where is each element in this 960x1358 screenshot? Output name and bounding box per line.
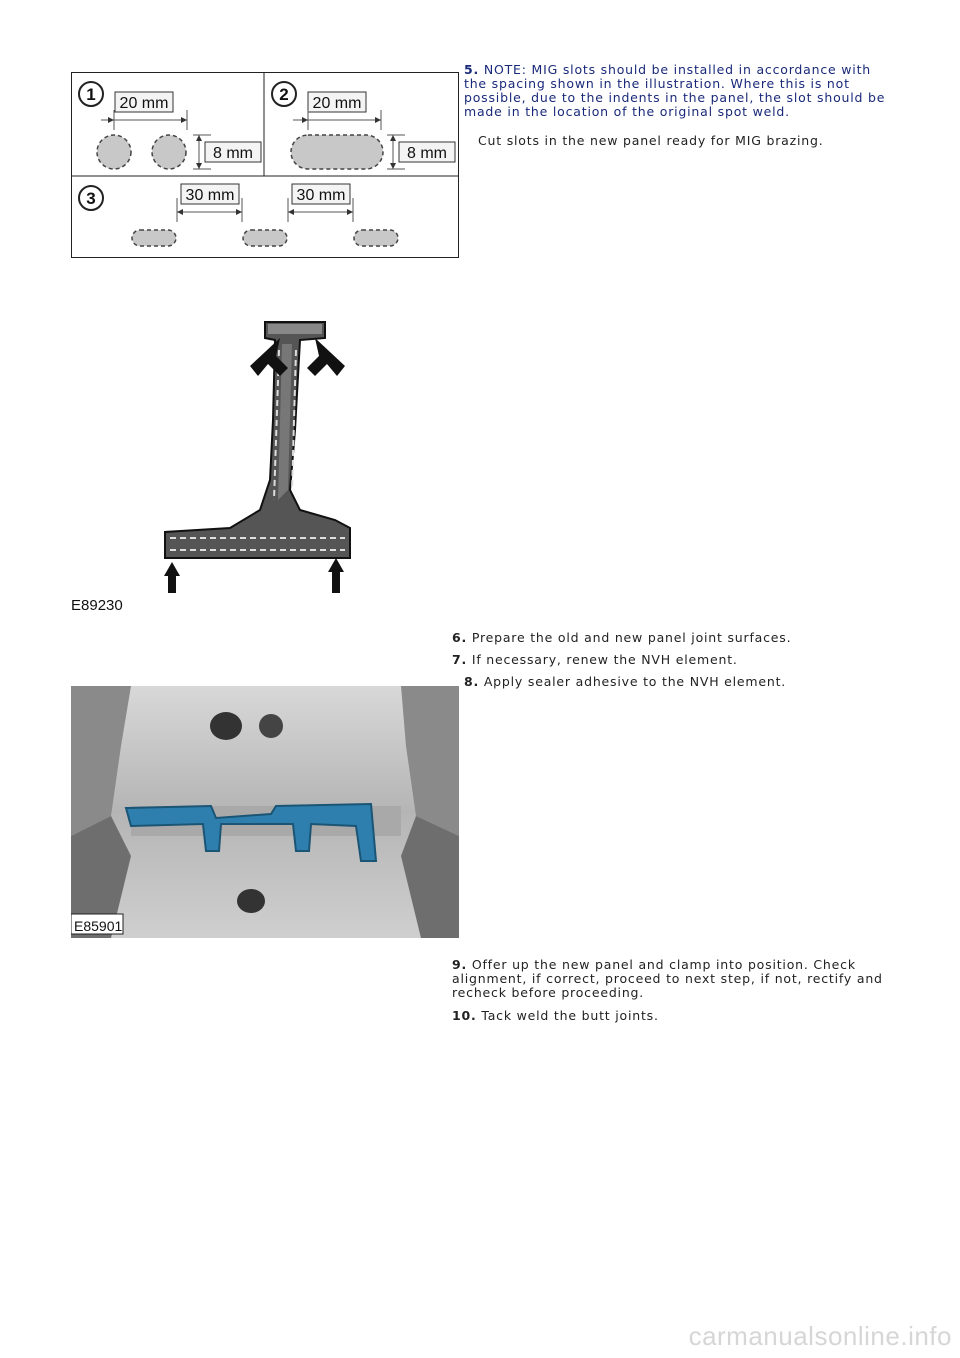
dim-30mm-b: 30 mm: [296, 187, 346, 204]
step-text: Prepare the old and new panel joint surfaces.: [471, 630, 792, 645]
step-5: [464, 63, 894, 119]
badge-1: 1: [86, 85, 96, 104]
step-6: [452, 631, 791, 645]
step-number: 5.: [464, 62, 480, 77]
step-number: 6.: [452, 630, 468, 645]
step-number: 10.: [452, 1008, 477, 1023]
dim-8mm-2: 8 mm: [407, 145, 447, 162]
arrow-bottom-left: [164, 562, 180, 593]
step-5-text: Cut slots in the new panel ready for MIG brazing.: [478, 133, 824, 148]
step-text: If necessary, renew the NVH element.: [471, 652, 738, 667]
dim-30mm-a: 30 mm: [185, 187, 235, 204]
arrow-top-right: [307, 338, 345, 376]
dim-20mm-2: 20 mm: [312, 95, 362, 112]
step-number: 7.: [452, 652, 468, 667]
step-number: 8.: [464, 674, 480, 689]
step-note: NOTE: MIG slots should be installed in accordance with the spacing shown in the illustration. Where this is not possible, due to the indents in the panel, the slot should be made in the location of the original spot weld.: [464, 62, 886, 119]
dim-20mm-1: 20 mm: [119, 95, 169, 112]
arrow-bottom-right: [328, 558, 344, 593]
step-number: 9.: [452, 957, 468, 972]
step-8: [464, 675, 786, 689]
dim-8mm-1: 8 mm: [213, 145, 253, 162]
figure-id-E85901: E85901: [74, 918, 123, 934]
step-7: [452, 653, 738, 667]
slot-spacing-figure: [71, 72, 459, 258]
step-text: Apply sealer adhesive to the NVH element.: [483, 674, 787, 689]
step-10: [452, 1009, 659, 1023]
badge-2: 2: [279, 85, 289, 104]
step-text: Tack weld the butt joints.: [481, 1008, 659, 1023]
figure-id-E89230: E89230: [71, 597, 123, 614]
step-text: Offer up the new panel and clamp into position. Check alignment, if correct, proceed to next step, if not, rectify and recheck before proceeding.: [452, 957, 883, 1000]
pillar-panel-figure: [150, 310, 360, 595]
step-9: [452, 958, 892, 1000]
watermark: carmanualsonline.info: [688, 1321, 952, 1351]
nvh-element-photo: [71, 686, 459, 938]
badge-3: 3: [86, 189, 96, 208]
